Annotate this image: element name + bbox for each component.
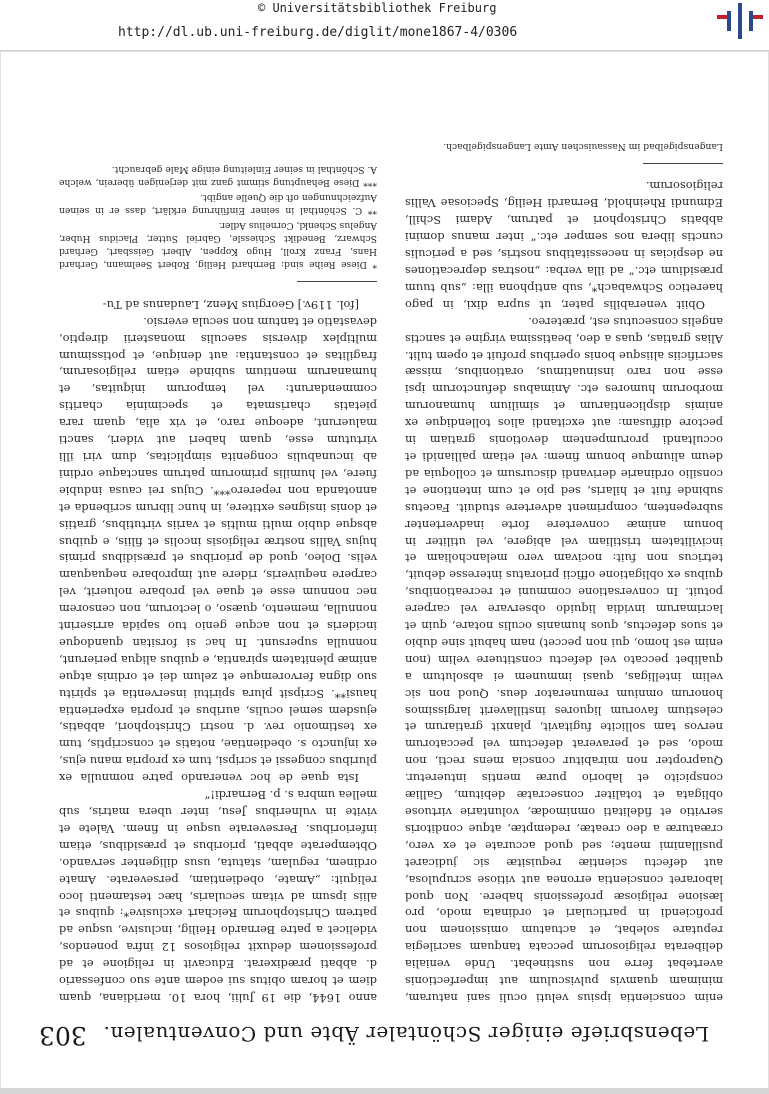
footnote-2: ** C. Schönthal in seiner Einführung erklärt, dass er in seinen Aufzeichnungen oft die Quelle angibt.: [59, 191, 377, 216]
scanned-page: [0, 51, 769, 1094]
right-paragraph-1: anno 1644, die 19 Julii, hora 10. meridiana, quam diem et horam obitus sui eodem ante suo confessario d. abbati prædixerat. Educavit in religione et ad professionem deduxit religiosos 12 infra ponendos, videlicet a patre Bernardo Heilig, inclusive, usque ad patrem Christophorum Reichart exclusive*: quibus et aliis ipsum ad vitam secularis, hæc testamenti loco reliquit: „Amate, obedientiam, perseverate. Amate ordinem, regulam, statuta, usus diligenter servando. Obtemperate abbati, prioribus et præsidibus, etiam inferioribus. Perseverate usque in finem. Valete et vivite in vulneribus Jesu, inter ubera matris, sub melleа umbra s. p. Bernardi!“: [59, 788, 377, 1005]
left-footnote: Langenspigelbad im Nassauischen Amte Langenspigelbach.: [443, 140, 723, 152]
page-header: [39, 1016, 709, 1076]
left-footnotes: [405, 140, 723, 153]
university-logo-icon: [717, 3, 763, 39]
viewer-header: [0, 0, 769, 51]
page-number: 303: [39, 1021, 87, 1050]
footnote-3: *** Diese Behauptung stimmt ganz mit derjenigen überein, welche A. Schönthal in seiner Einleitung einige Male gebraucht.: [59, 163, 377, 188]
page-upside-down: [0, 51, 769, 1094]
library-credit: © Universitätsbibliothek Freiburg: [258, 1, 497, 15]
left-paragraph-1: enim conscientia ipsius veluti oculi sani naturam, minimam quamvis pulvisculum aut imperfectionis avertebat ferre non sustinebat. Unde venialia deliberata religiosorum peccata tanquam sacrilegia reputare solebat, et actuatum omissionem non proficiendi in particulari et ordinata modo, pro læsione religiosæ professionis habere. Non quod laboraret conscientia erronea aut vitiose scrupulosa, aut defectu scientiæ requisitæ sic judicaret pusillanimi mente; sed quod accurate et ex vero, cræaturæ a deo creatæ, redemptæ, atque conditoris servitio et fidelitati omnimodæ, voluntarie virtuose obligata et totaliter consecratæ debitum, Galliæ conspicito et laborio puræ mentis intueretur. Quapropter non mirabitur conscia mens recti, non modo, sed et peraverat defectum vel peccatorum nervos tam sollicite fugitavit, planxit gratiarum et celestium favorum liquores instillaverit largissimos honorum omnium remunerator deus. Quod non sic velim intelligas, quasi immunem ei absolutum a qualibet peccato vel defectu constituere velim (non enim est homo, qui non peccet) nam habuit sine dubio et suos defectus, quos humanis oculis notare, quin et lacrimarum invidia liquido observare vel carpere potuit. In conversatione communi et recreationibus, quibus ex obligatione officii prioratus interesse debuit, tetricus non fuit: nocivam vero melancholiam et incivilitatem tristiliam vel abigere, vel utiliter in bonum animæ convertere forte inadvertenter subrepentem, compriment advertere studuit. Facetus subinde fuit et hilaris, sed pio et cum intentione et consilio ordinarie derivandi discursum et colloquia ad deum aliumque bonum finem: vel etiam pallianidi et occultandi prorumpentem devotionis gratiam in pectore diffusam: aut excitandi alios tollendique ex animis displicentiarum et similium humanorum morborum humores etc. Animabus defunctorum ipsi esse non raro insinuatimus, orationibus, missæ sacrificiis aliisque bonis operibus profuit et opem tulit. Alias gratias, quas a deo, beatissima virgine et sanctis angelis consecutus est, prætereo.: [405, 314, 723, 1005]
source-url[interactable]: http://dl.ub.uni-freiburg.de/diglit/mone1867-4/0306: [118, 25, 518, 40]
left-column: [405, 138, 723, 1006]
right-footnotes: [59, 163, 377, 271]
footnote-separator: [643, 163, 723, 164]
right-paragraph-3: [fol. 119v.] Georgius Menz, Laudanus ad Tu-: [102, 297, 359, 312]
running-head: Lebensbriefe einiger Schöntaler Äbte und Conventualen.: [103, 1022, 709, 1046]
right-paragraph-2: Ista quae de hoc venerando patre nomnulla ex pluribus congessi et scripsi, tum ex propria manu ejus, ex injuncto s. obedientiae, notatis et conscriptis, tum ex testimonio rev. d. nostri Christophori, abbatis, ejusdem semel oculis, auribus et propria experientia hausi**. Scripsit plura spiritui inserventia et spiritu suo digna fervoremque et zelum dei et ordinis atque animæ plenitatem spirantia, e quibus aliqua perierunt, nonnulla supersunt. In hac si forsitan quandoque incideris et non acque genio tuo sapida arriserint nonnulla, memento, quæso, o lectorum, non censorem nec nonnum esse et quae vel probare noluerit, vel carpere nequiveris, ridere aut improbare nequaquam velis. Doleo, quod de prioribus et præsidibus primis hujus Vallis nostræ religiosis incolis et filiis, e quibus absque dubio multi multis et variis virtutibus, gratiis et donis insignes extitere, in hunc librum scribenda et annotanda non reperero***. Cujus rei causa indubie fuere, vel humilis primorum patrum sanctaque ordini ab incunabulis congenita simplicitas, dum viri illi virtutum esse, quam haberi aut videri, sancti maluerunt, adeoque raro, et vix alia, quam rara pietatis charismata et speciminia charitis commendarunt: vel temporum iniquitas, et humanarum mentium subinde etiam religiosarum, fragilitas et constantia: aut denique, et potissimum multiplex diversis saeculis monasterii direptio, devastatio et tantum non secula eversio.: [59, 314, 377, 786]
page-viewport[interactable]: [0, 51, 769, 1094]
right-column: [59, 161, 377, 1006]
footnote-separator: [297, 281, 377, 282]
viewer-footer-bar: [0, 1088, 769, 1094]
left-paragraph-2: Obiit venerabilis pater, ut supra dixi, in pago haeretico Schwabach*, sub antiphona illa: „sub tuum præsidium etc.“ ad illa verba: „nostras deprecationes ne despicias in necessitatibus nostris, sed a periculis cunctis libera nos semper etc.“ inter manus domini abbatis Christophori et patrum, Adami Schill, Edmundi Rheinhold, Bernardi Heilig, Speciosae Vallis religiosorum.: [405, 179, 723, 312]
footnote-1: * Diese Reihe sind: Bernhard Heilig, Robert Seelmann, Gerhard Hans, Franz Kroll, Hugo Koppen, Albert Geissbart, Gerhard Schwarz, Benedikt Schiessle, Gabriel Sutter, Placidus Huber, Angelus Schenkl, Cornelius Adler.: [59, 219, 377, 270]
